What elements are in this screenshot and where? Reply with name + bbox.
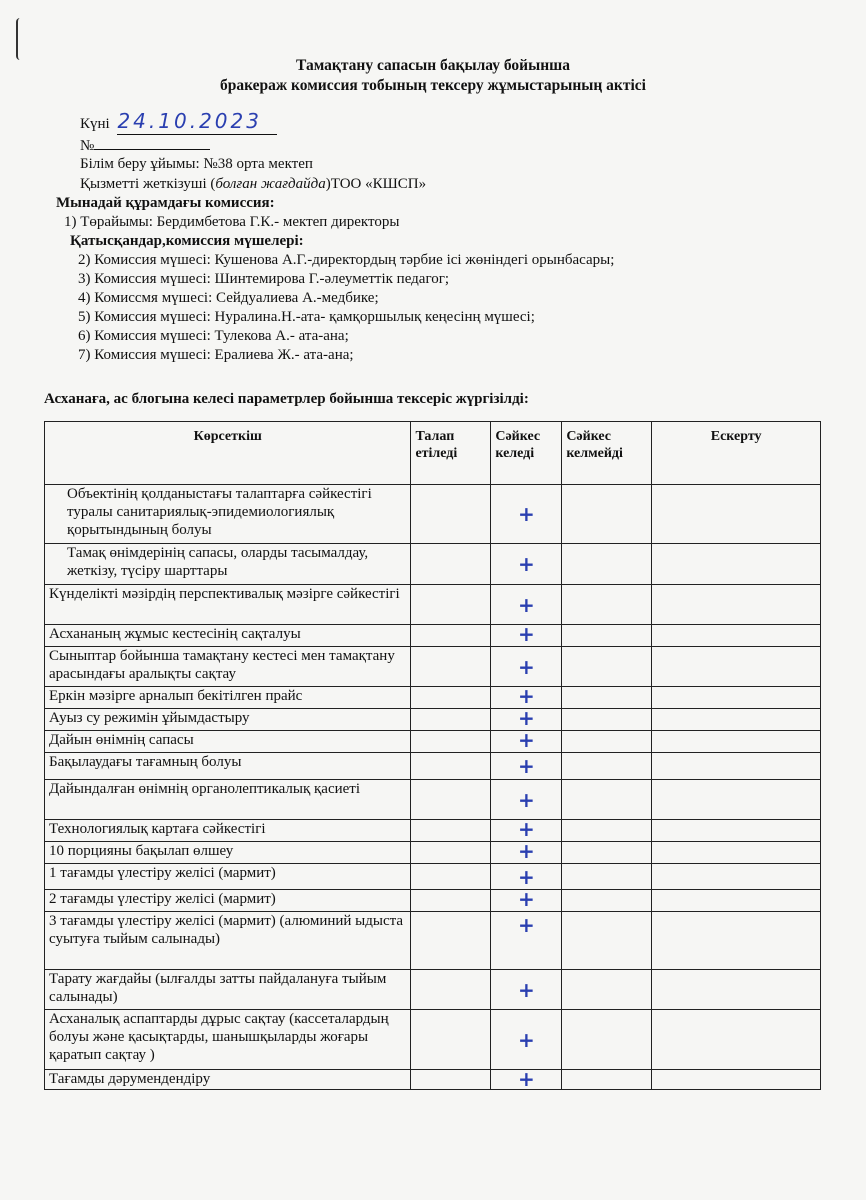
indicator-cell: 10 порцияны бақылап өлшеу	[45, 842, 411, 864]
compliant-cell	[491, 622, 562, 647]
table-row	[45, 1070, 821, 1090]
indicator-cell: 2 тағамды үлестіру желісі (мармит)	[45, 890, 411, 912]
required-cell	[411, 485, 491, 544]
required-cell	[411, 842, 491, 864]
table-row	[45, 1010, 821, 1070]
compliant-cell	[491, 780, 562, 820]
table-row	[45, 625, 821, 647]
table-row	[45, 687, 821, 709]
member-item: 4) Комиссмя мүшесі: Сейдуалиева А.-медбике;	[78, 290, 379, 306]
compliant-mark: +	[517, 754, 535, 778]
note-cell	[652, 780, 821, 820]
required-cell	[411, 1070, 491, 1090]
required-cell	[411, 731, 491, 753]
noncompliant-cell	[562, 890, 652, 912]
noncompliant-cell	[562, 1070, 652, 1090]
required-cell	[411, 647, 491, 687]
required-cell	[411, 890, 491, 912]
compliant-mark: +	[517, 1067, 535, 1091]
compliant-cell	[491, 970, 562, 1010]
table-header-row	[45, 422, 821, 485]
indicator-cell: Дайын өнімнің сапасы	[45, 731, 411, 753]
noncompliant-cell	[562, 780, 652, 820]
table-row	[45, 544, 821, 585]
compliant-mark: +	[517, 887, 535, 911]
number-field	[94, 135, 210, 150]
compliant-mark: +	[517, 817, 535, 841]
compliant-cell	[491, 585, 562, 625]
date-line	[80, 109, 277, 135]
member-item: 3) Комиссия мүшесі: Шинтемирова Г.-әлеуметтік педагог;	[78, 271, 450, 287]
compliant-cell	[491, 753, 562, 780]
required-cell	[411, 687, 491, 709]
table-row	[45, 585, 821, 625]
compliant-cell	[491, 1067, 562, 1091]
compliant-cell	[491, 864, 562, 890]
required-cell	[411, 820, 491, 842]
required-cell	[411, 970, 491, 1010]
member-item: 7) Комиссия мүшесі: Ералиева Ж.- ата-ана;	[78, 347, 354, 363]
noncompliant-cell	[562, 544, 652, 585]
compliant-cell	[491, 485, 562, 544]
noncompliant-cell	[562, 731, 652, 753]
member-item: 2) Комиссия мүшесі: Кушенова А.Г.-директордың тәрбие ісі жөніндегі орынбасары;	[78, 252, 615, 268]
number-line	[80, 135, 210, 156]
note-cell	[652, 731, 821, 753]
commission-chair: 1) Төрайымы: Бердимбетова Г.К.- мектеп директоры	[64, 214, 400, 230]
noncompliant-cell	[562, 709, 652, 731]
compliant-cell	[491, 544, 562, 585]
required-cell	[411, 780, 491, 820]
table-row	[45, 890, 821, 912]
date-label: Күні	[80, 116, 110, 132]
noncompliant-cell	[562, 970, 652, 1010]
header-note: Ескерту	[652, 422, 821, 485]
organization-line: Білім беру ұйымы: №38 орта мектеп	[80, 156, 313, 172]
required-cell	[411, 585, 491, 625]
note-cell	[652, 970, 821, 1010]
compliant-mark: +	[517, 864, 535, 889]
table-row	[45, 842, 821, 864]
header-indicator: Көрсеткіш	[45, 422, 411, 485]
noncompliant-cell	[562, 485, 652, 544]
number-label: №	[80, 138, 95, 154]
binder-mark	[16, 18, 24, 60]
doc-title-line2: бракераж комиссия тобының тексеру жұмыстарының актісі	[220, 77, 646, 94]
indicator-cell: Технологиялық картаға сәйкестігі	[45, 820, 411, 842]
members-heading: Қатысқандар,комиссия мүшелері:	[70, 233, 304, 249]
noncompliant-cell	[562, 687, 652, 709]
noncompliant-cell	[562, 912, 652, 970]
required-cell	[411, 709, 491, 731]
supplier-suffix: )ТОО «КШСП»	[325, 176, 427, 192]
compliant-mark: +	[517, 787, 535, 812]
compliant-mark: +	[517, 728, 535, 752]
compliant-mark: +	[517, 502, 535, 526]
indicator-cell: Асхананың жұмыс кестесінің сақталуы	[45, 625, 411, 647]
note-cell	[652, 820, 821, 842]
noncompliant-cell	[562, 647, 652, 687]
note-cell	[652, 585, 821, 625]
noncompliant-cell	[562, 1010, 652, 1070]
noncompliant-cell	[562, 842, 652, 864]
compliant-mark: +	[517, 592, 535, 617]
indicator-cell: Сыныптар бойынша тамақтану кестесі мен тамақтану арасындағы аралықты сақтау	[45, 647, 411, 687]
compliant-mark: +	[517, 622, 535, 646]
note-cell	[652, 1070, 821, 1090]
table-row	[45, 864, 821, 890]
indicator-cell: Тағамды дәрумендендіру	[45, 1070, 411, 1090]
doc-title-line1: Тамақтану сапасын бақылау бойынша	[296, 57, 570, 74]
noncompliant-cell	[562, 625, 652, 647]
table-row	[45, 970, 821, 1010]
compliant-mark: +	[517, 706, 535, 730]
indicator-cell: 3 тағамды үлестіру желісі (мармит) (алюминий ыдыста суытуға тыйым салынады)	[45, 912, 411, 970]
supplier-prefix: Қызметті жеткізуші (	[80, 176, 216, 192]
note-cell	[652, 890, 821, 912]
noncompliant-cell	[562, 864, 652, 890]
required-cell	[411, 864, 491, 890]
table-row	[45, 780, 821, 820]
noncompliant-cell	[562, 820, 652, 842]
commission-heading: Мынадай құрамдағы комиссия:	[56, 195, 275, 211]
compliant-mark: +	[517, 552, 535, 576]
note-cell	[652, 485, 821, 544]
indicator-cell: Асханалық аспаптарды дұрыс сақтау (кассеталардың болуы және қасықтарды, шанышқыларды жоғары қаратып сақтау )	[45, 1010, 411, 1070]
compliant-cell	[491, 839, 562, 864]
date-value: 24.10.2023	[117, 109, 262, 133]
note-cell	[652, 753, 821, 780]
table-row	[45, 753, 821, 780]
note-cell	[652, 544, 821, 585]
compliant-mark: +	[517, 654, 535, 679]
note-cell	[652, 687, 821, 709]
compliant-cell	[491, 728, 562, 753]
required-cell	[411, 625, 491, 647]
member-item: 6) Комиссия мүшесі: Тулекова А.- ата-ана;	[78, 328, 349, 344]
indicator-cell: Тамақ өнімдерінің сапасы, оларды тасымалдау, жеткізу, түсіру шарттары	[45, 544, 411, 585]
note-cell	[652, 625, 821, 647]
required-cell	[411, 912, 491, 970]
header-noncompliant: Сәйкес келмейді	[562, 422, 652, 485]
inspection-intro: Асханаға, ас блогына келесі параметрлер бойынша тексеріс жүргізілді:	[44, 391, 529, 407]
compliant-cell	[491, 912, 562, 970]
indicator-cell: Дайындалған өнімнің органолептикалық қасиеті	[45, 780, 411, 820]
compliant-mark: +	[517, 684, 535, 708]
noncompliant-cell	[562, 585, 652, 625]
note-cell	[652, 842, 821, 864]
table-row	[45, 731, 821, 753]
table-row	[45, 912, 821, 970]
compliant-mark: +	[517, 913, 535, 937]
compliant-mark: +	[517, 839, 535, 863]
supplier-line	[80, 175, 426, 194]
header-compliant: Сәйкес келеді	[491, 422, 562, 485]
required-cell	[411, 1010, 491, 1070]
supplier-italic: болған жағдайда	[215, 176, 326, 192]
note-cell	[652, 864, 821, 890]
compliant-cell	[491, 887, 562, 912]
compliant-mark: +	[517, 1027, 535, 1052]
indicator-cell: Еркін мәзірге арналып бекітілген прайс	[45, 687, 411, 709]
note-cell	[652, 912, 821, 970]
note-cell	[652, 1010, 821, 1070]
table-row	[45, 820, 821, 842]
indicator-cell: Бақылаудағы тағамның болуы	[45, 753, 411, 780]
table-row	[45, 485, 821, 544]
inspection-table	[44, 421, 821, 1090]
indicator-cell: Объектінің қолданыстағы талаптарға сәйкестігі туралы санитариялық-эпидемиологиялық қорытындының болуы	[45, 485, 411, 544]
member-item: 5) Комиссия мүшесі: Нуралина.Н.-ата- қамқоршылық кеңесінң мүшесі;	[78, 309, 535, 325]
compliant-cell	[491, 1010, 562, 1070]
table-row	[45, 647, 821, 687]
table-row	[45, 709, 821, 731]
indicator-cell: 1 тағамды үлестіру желісі (мармит)	[45, 864, 411, 890]
note-cell	[652, 709, 821, 731]
noncompliant-cell	[562, 753, 652, 780]
indicator-cell: Күнделікті мәзірдің перспективалық мәзірге сәйкестігі	[45, 585, 411, 625]
header-required: Талап етіледі	[411, 422, 491, 485]
required-cell	[411, 753, 491, 780]
compliant-mark: +	[517, 977, 535, 1002]
indicator-cell: Тарату жағдайы (ылғалды затты пайдалануға тыйым салынады)	[45, 970, 411, 1010]
date-field	[117, 109, 277, 135]
indicator-cell: Ауыз су режимін ұйымдастыру	[45, 709, 411, 731]
required-cell	[411, 544, 491, 585]
note-cell	[652, 647, 821, 687]
compliant-cell	[491, 647, 562, 687]
